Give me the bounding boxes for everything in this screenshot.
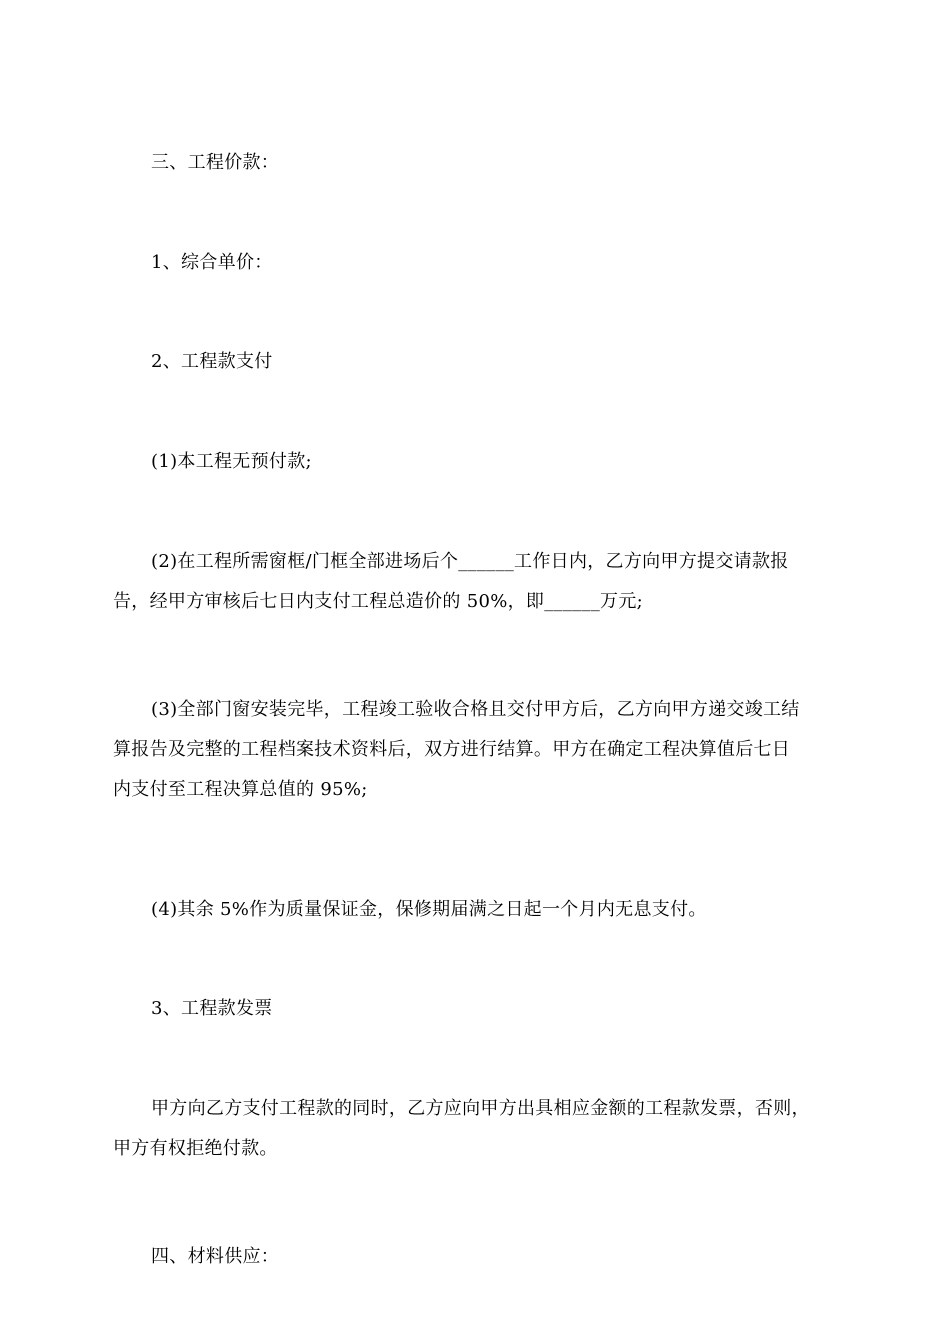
text-line: (4)其余 5%作为质量保证金，保修期届满之日起一个月内无息支付。 xyxy=(151,899,707,920)
text-line: 甲方有权拒绝付款。 xyxy=(113,1138,278,1159)
payment-clause-1 xyxy=(113,442,850,482)
item-unit-price xyxy=(113,243,850,283)
item-invoice xyxy=(113,989,850,1029)
text-line: (3)全部门窗安装完毕，工程竣工验收合格且交付甲方后，乙方向甲方递交竣工结 xyxy=(151,699,800,720)
section-heading-materials xyxy=(113,1237,850,1277)
text-line: (1)本工程无预付款; xyxy=(151,451,312,472)
payment-clause-2 xyxy=(113,542,850,622)
text-line: 三、工程价款： xyxy=(151,152,280,173)
payment-clause-3 xyxy=(113,690,850,810)
text-line: 甲方向乙方支付工程款的同时，乙方应向甲方出具相应金额的工程款发票，否则， xyxy=(151,1098,810,1119)
invoice-clause xyxy=(113,1089,850,1169)
text-line: 2、工程款支付 xyxy=(151,351,273,372)
text-line: 1、综合单价： xyxy=(151,252,273,273)
text-line: 告，经甲方审核后七日内支付工程总造价的 50%，即______万元; xyxy=(113,591,643,612)
text-line: (2)在工程所需窗框/门框全部进场后个______工作日内，乙方向甲方提交请款报 xyxy=(151,551,789,572)
text-line: 内支付至工程决算总值的 95%; xyxy=(113,779,368,800)
section-heading-price xyxy=(113,143,850,183)
text-line: 算报告及完整的工程档案技术资料后，双方进行结算。甲方在确定工程决算值后七日 xyxy=(113,739,791,760)
text-line: 3、工程款发票 xyxy=(151,998,273,1019)
item-payment xyxy=(113,342,850,382)
text-line: 四、材料供应： xyxy=(151,1246,280,1267)
payment-clause-4 xyxy=(113,890,850,930)
